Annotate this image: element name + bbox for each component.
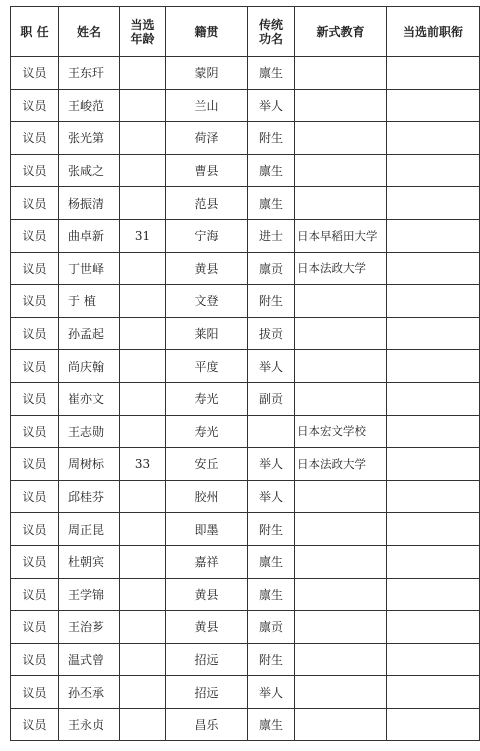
position-cell: 议员 [11, 676, 59, 709]
degree-cell: 廪生 [248, 187, 295, 220]
previous-title-cell [387, 122, 480, 155]
table-row [11, 480, 480, 513]
previous-title-cell [387, 708, 480, 741]
degree-cell: 举人 [248, 480, 295, 513]
age-cell [120, 89, 166, 122]
position-cell: 议员 [11, 611, 59, 644]
education-cell [295, 350, 387, 383]
degree-cell: 附生 [248, 513, 295, 546]
previous-title-cell [387, 676, 480, 709]
age-cell [120, 643, 166, 676]
previous-title-cell [387, 382, 480, 415]
name-cell: 张咸之 [59, 154, 120, 187]
name-cell: 于 植 [59, 285, 120, 318]
position-cell: 议员 [11, 448, 59, 481]
position-cell: 议员 [11, 89, 59, 122]
age-cell [120, 545, 166, 578]
degree-cell: 附生 [248, 285, 295, 318]
age-cell [120, 578, 166, 611]
position-cell: 议员 [11, 480, 59, 513]
education-cell [295, 122, 387, 155]
education-cell [295, 708, 387, 741]
previous-title-cell [387, 480, 480, 513]
name-cell: 王志勋 [59, 415, 120, 448]
native-place-cell: 招远 [166, 676, 248, 709]
native-place-cell: 文登 [166, 285, 248, 318]
degree-cell: 附生 [248, 643, 295, 676]
education-cell [295, 57, 387, 90]
education-cell [295, 285, 387, 318]
header-age: 当选 年龄 [120, 7, 166, 57]
native-place-cell: 范县 [166, 187, 248, 220]
position-cell: 议员 [11, 643, 59, 676]
age-cell [120, 350, 166, 383]
degree-cell: 拔贡 [248, 317, 295, 350]
table-row [11, 122, 480, 155]
previous-title-cell [387, 350, 480, 383]
name-cell: 周树标 [59, 448, 120, 481]
education-cell [295, 89, 387, 122]
degree-cell: 举人 [248, 676, 295, 709]
previous-title-cell [387, 187, 480, 220]
age-cell: 33 [120, 448, 166, 481]
age-cell [120, 317, 166, 350]
table-row [11, 643, 480, 676]
name-cell: 王峻范 [59, 89, 120, 122]
name-cell: 孙丕承 [59, 676, 120, 709]
table-header [11, 7, 480, 57]
table-row [11, 317, 480, 350]
age-cell [120, 611, 166, 644]
name-cell: 王东玕 [59, 57, 120, 90]
previous-title-cell [387, 415, 480, 448]
name-cell: 邱桂芬 [59, 480, 120, 513]
age-cell [120, 252, 166, 285]
degree-cell: 廪生 [248, 154, 295, 187]
degree-cell: 廪生 [248, 708, 295, 741]
table-body [11, 57, 480, 741]
native-place-cell: 黄县 [166, 611, 248, 644]
previous-title-cell [387, 643, 480, 676]
table-row [11, 350, 480, 383]
position-cell: 议员 [11, 219, 59, 252]
education-cell: 日本法政大学 [295, 448, 387, 481]
age-cell [120, 285, 166, 318]
education-cell: 日本早稻田大学 [295, 219, 387, 252]
age-cell [120, 154, 166, 187]
position-cell: 议员 [11, 57, 59, 90]
members-table [10, 6, 480, 741]
position-cell: 议员 [11, 317, 59, 350]
degree-cell: 举人 [248, 448, 295, 481]
position-cell: 议员 [11, 122, 59, 155]
previous-title-cell [387, 545, 480, 578]
table-row [11, 57, 480, 90]
education-cell [295, 578, 387, 611]
table-row [11, 219, 480, 252]
header-row [11, 7, 480, 57]
table-row [11, 611, 480, 644]
table-row [11, 513, 480, 546]
table-row [11, 415, 480, 448]
age-cell [120, 708, 166, 741]
position-cell: 议员 [11, 187, 59, 220]
position-cell: 议员 [11, 382, 59, 415]
education-cell: 日本宏文学校 [295, 415, 387, 448]
name-cell: 丁世峄 [59, 252, 120, 285]
degree-cell: 附生 [248, 122, 295, 155]
table-row [11, 382, 480, 415]
previous-title-cell [387, 252, 480, 285]
header-previous-title: 当选前职衔 [387, 7, 480, 57]
table-row [11, 89, 480, 122]
native-place-cell: 莱阳 [166, 317, 248, 350]
header-position: 职 任 [11, 7, 59, 57]
name-cell: 王学锦 [59, 578, 120, 611]
previous-title-cell [387, 57, 480, 90]
table-row [11, 187, 480, 220]
table-row [11, 448, 480, 481]
age-cell [120, 513, 166, 546]
education-cell [295, 154, 387, 187]
degree-cell [248, 415, 295, 448]
position-cell: 议员 [11, 350, 59, 383]
name-cell: 张光第 [59, 122, 120, 155]
education-cell: 日本法政大学 [295, 252, 387, 285]
header-name: 姓名 [59, 7, 120, 57]
table-row [11, 708, 480, 741]
table-row [11, 676, 480, 709]
previous-title-cell [387, 89, 480, 122]
native-place-cell: 即墨 [166, 513, 248, 546]
position-cell: 议员 [11, 285, 59, 318]
previous-title-cell [387, 285, 480, 318]
native-place-cell: 安丘 [166, 448, 248, 481]
education-cell [295, 187, 387, 220]
table-row [11, 578, 480, 611]
age-cell [120, 187, 166, 220]
previous-title-cell [387, 578, 480, 611]
degree-cell: 廪生 [248, 545, 295, 578]
degree-cell: 廪贡 [248, 252, 295, 285]
position-cell: 议员 [11, 578, 59, 611]
native-place-cell: 胶州 [166, 480, 248, 513]
name-cell: 崔亦文 [59, 382, 120, 415]
name-cell: 杜朝宾 [59, 545, 120, 578]
native-place-cell: 昌乐 [166, 708, 248, 741]
name-cell: 温式曾 [59, 643, 120, 676]
age-cell [120, 415, 166, 448]
position-cell: 议员 [11, 708, 59, 741]
education-cell [295, 317, 387, 350]
degree-cell: 举人 [248, 350, 295, 383]
degree-cell: 副贡 [248, 382, 295, 415]
native-place-cell: 蒙阴 [166, 57, 248, 90]
native-place-cell: 嘉祥 [166, 545, 248, 578]
name-cell: 杨振清 [59, 187, 120, 220]
native-place-cell: 寿光 [166, 415, 248, 448]
native-place-cell: 宁海 [166, 219, 248, 252]
previous-title-cell [387, 219, 480, 252]
table-container [10, 6, 480, 741]
age-cell: 31 [120, 219, 166, 252]
native-place-cell: 荷泽 [166, 122, 248, 155]
native-place-cell: 兰山 [166, 89, 248, 122]
education-cell [295, 611, 387, 644]
native-place-cell: 黄县 [166, 252, 248, 285]
name-cell: 尚庆翰 [59, 350, 120, 383]
native-place-cell: 曹县 [166, 154, 248, 187]
age-cell [120, 122, 166, 155]
header-traditional-degree: 传统 功名 [248, 7, 295, 57]
table-row [11, 154, 480, 187]
position-cell: 议员 [11, 252, 59, 285]
education-cell [295, 676, 387, 709]
position-cell: 议员 [11, 415, 59, 448]
age-cell [120, 480, 166, 513]
previous-title-cell [387, 513, 480, 546]
age-cell [120, 676, 166, 709]
education-cell [295, 513, 387, 546]
previous-title-cell [387, 448, 480, 481]
previous-title-cell [387, 611, 480, 644]
position-cell: 议员 [11, 154, 59, 187]
degree-cell: 举人 [248, 89, 295, 122]
name-cell: 孙孟起 [59, 317, 120, 350]
previous-title-cell [387, 317, 480, 350]
native-place-cell: 招远 [166, 643, 248, 676]
degree-cell: 进士 [248, 219, 295, 252]
name-cell: 周正昆 [59, 513, 120, 546]
education-cell [295, 545, 387, 578]
position-cell: 议员 [11, 545, 59, 578]
education-cell [295, 382, 387, 415]
native-place-cell: 平度 [166, 350, 248, 383]
header-new-education: 新式教育 [295, 7, 387, 57]
table-row [11, 285, 480, 318]
education-cell [295, 643, 387, 676]
table-row [11, 545, 480, 578]
table-row [11, 252, 480, 285]
name-cell: 曲卓新 [59, 219, 120, 252]
position-cell: 议员 [11, 513, 59, 546]
degree-cell: 廪生 [248, 578, 295, 611]
education-cell [295, 480, 387, 513]
header-native-place: 籍贯 [166, 7, 248, 57]
age-cell [120, 57, 166, 90]
name-cell: 王永贞 [59, 708, 120, 741]
degree-cell: 廪生 [248, 57, 295, 90]
degree-cell: 廪贡 [248, 611, 295, 644]
native-place-cell: 黄县 [166, 578, 248, 611]
previous-title-cell [387, 154, 480, 187]
name-cell: 王治芗 [59, 611, 120, 644]
age-cell [120, 382, 166, 415]
native-place-cell: 寿光 [166, 382, 248, 415]
